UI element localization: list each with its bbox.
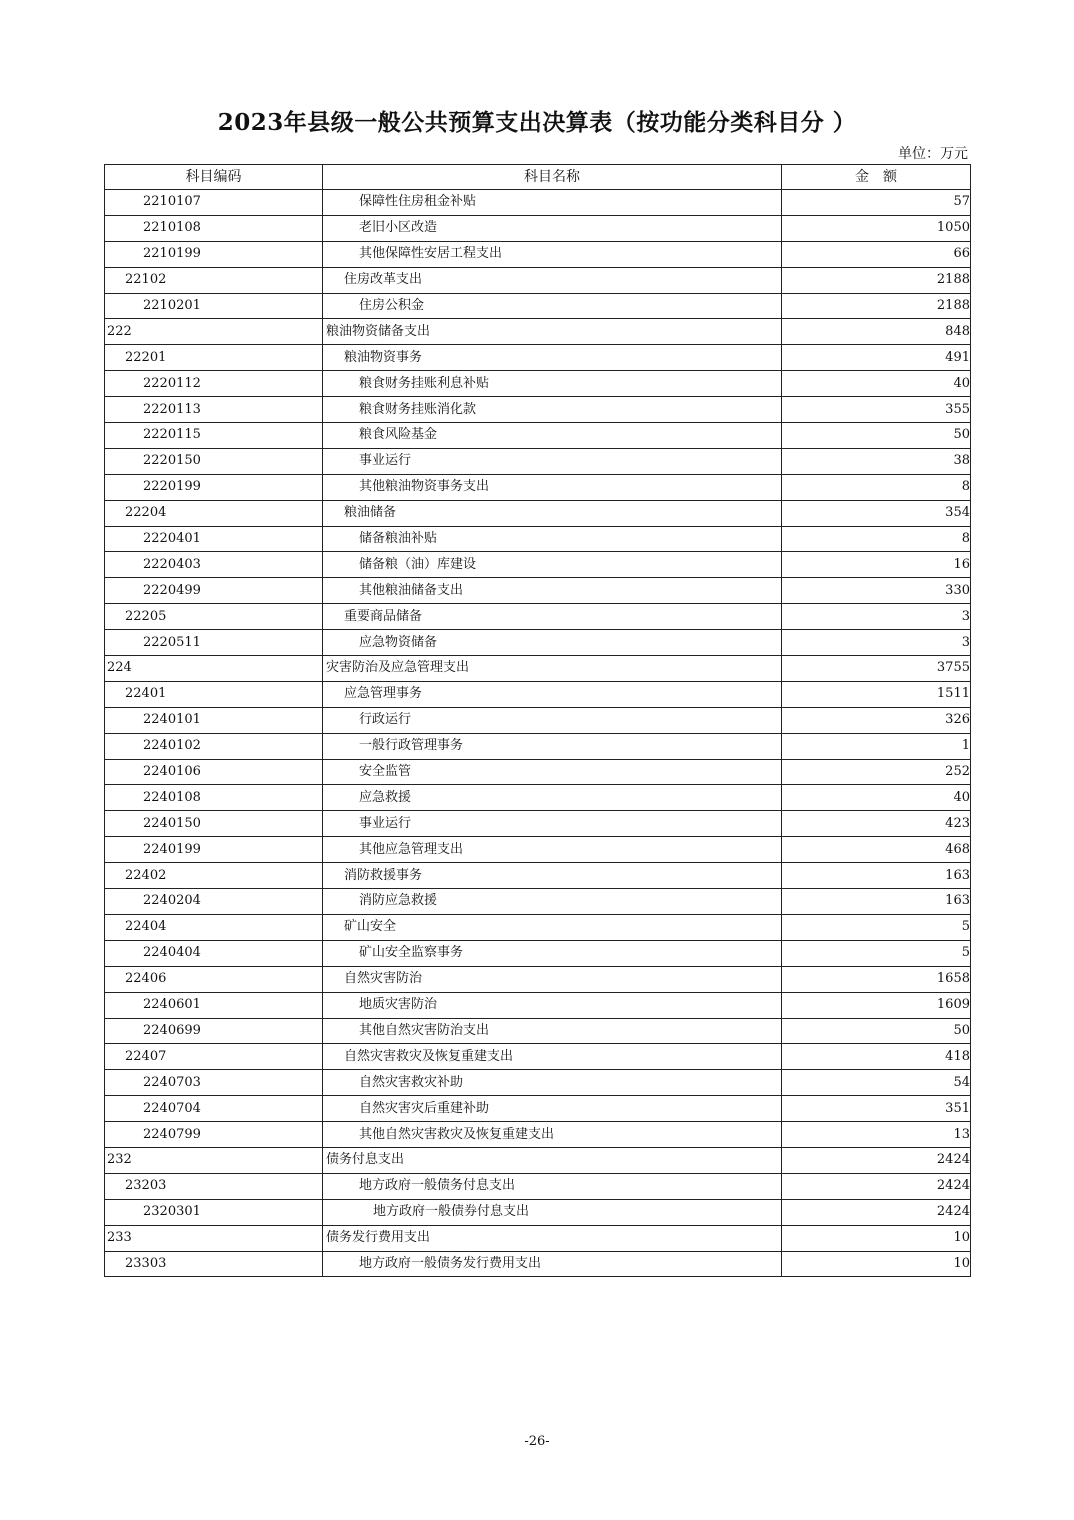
table-row <box>105 1173 971 1199</box>
table-row <box>105 733 971 759</box>
page-number: -26- <box>524 1434 550 1449</box>
page-title: 2023年县级一般公共预算支出决算表（按功能分类科目分 ） <box>217 109 857 136</box>
cell-amount: 468 <box>782 837 971 863</box>
table-row <box>105 1225 971 1251</box>
table-row <box>105 811 971 837</box>
table-row <box>105 423 971 449</box>
cell-name: 消防救援事务 <box>323 863 782 889</box>
cell-code: 2240601 <box>105 992 323 1018</box>
cell-amount: 252 <box>782 759 971 785</box>
header-amount: 金 额 <box>782 165 971 190</box>
cell-code: 2210199 <box>105 241 323 267</box>
table-row <box>105 630 971 656</box>
cell-code: 2240102 <box>105 733 323 759</box>
cell-amount: 5 <box>782 940 971 966</box>
header-name: 科目名称 <box>323 165 782 190</box>
cell-amount: 2188 <box>782 293 971 319</box>
cell-name: 事业运行 <box>323 448 782 474</box>
cell-code: 23303 <box>105 1251 323 1277</box>
cell-amount: 8 <box>782 474 971 500</box>
table-header-row <box>105 165 971 190</box>
cell-amount: 66 <box>782 241 971 267</box>
cell-code: 2210201 <box>105 293 323 319</box>
table-row <box>105 940 971 966</box>
cell-name: 一般行政管理事务 <box>323 733 782 759</box>
cell-name: 粮油物资储备支出 <box>323 319 782 345</box>
cell-code: 22407 <box>105 1044 323 1070</box>
table-row <box>105 1096 971 1122</box>
cell-amount: 354 <box>782 500 971 526</box>
cell-amount: 40 <box>782 371 971 397</box>
cell-code: 2220112 <box>105 371 323 397</box>
table-row <box>105 241 971 267</box>
cell-code: 2220511 <box>105 630 323 656</box>
cell-amount: 13 <box>782 1122 971 1148</box>
table-row <box>105 190 971 216</box>
cell-code: 2240703 <box>105 1070 323 1096</box>
table-row <box>105 863 971 889</box>
cell-name: 住房公积金 <box>323 293 782 319</box>
cell-amount: 163 <box>782 889 971 915</box>
cell-code: 22401 <box>105 681 323 707</box>
cell-code: 2220150 <box>105 448 323 474</box>
cell-code: 2240101 <box>105 707 323 733</box>
cell-name: 债务付息支出 <box>323 1147 782 1173</box>
cell-amount: 38 <box>782 448 971 474</box>
table-row <box>105 578 971 604</box>
table-row <box>105 448 971 474</box>
cell-code: 233 <box>105 1225 323 1251</box>
cell-code: 2220115 <box>105 423 323 449</box>
cell-name: 自然灾害防治 <box>323 966 782 992</box>
cell-code: 232 <box>105 1147 323 1173</box>
table-row <box>105 552 971 578</box>
table-row <box>105 1199 971 1225</box>
cell-name: 应急救援 <box>323 785 782 811</box>
cell-code: 22205 <box>105 604 323 630</box>
cell-name: 矿山安全监察事务 <box>323 940 782 966</box>
cell-code: 22204 <box>105 500 323 526</box>
table-row <box>105 604 971 630</box>
table-row <box>105 1122 971 1148</box>
cell-name: 住房改革支出 <box>323 267 782 293</box>
table-row <box>105 656 971 682</box>
cell-name: 粮油储备 <box>323 500 782 526</box>
table-row <box>105 526 971 552</box>
cell-code: 2220199 <box>105 474 323 500</box>
cell-code: 2220113 <box>105 397 323 423</box>
cell-name: 应急物资储备 <box>323 630 782 656</box>
cell-amount: 330 <box>782 578 971 604</box>
table-row <box>105 759 971 785</box>
cell-name: 粮食财务挂账消化款 <box>323 397 782 423</box>
cell-name: 其他粮油物资事务支出 <box>323 474 782 500</box>
cell-code: 224 <box>105 656 323 682</box>
cell-name: 保障性住房租金补贴 <box>323 190 782 216</box>
table-row <box>105 397 971 423</box>
table-row <box>105 707 971 733</box>
cell-code: 2240106 <box>105 759 323 785</box>
table-row <box>105 500 971 526</box>
table-row <box>105 1251 971 1277</box>
cell-amount: 54 <box>782 1070 971 1096</box>
cell-name: 粮食财务挂账利息补贴 <box>323 371 782 397</box>
cell-name: 自然灾害救灾补助 <box>323 1070 782 1096</box>
table-row <box>105 837 971 863</box>
cell-code: 22406 <box>105 966 323 992</box>
cell-amount: 3755 <box>782 656 971 682</box>
cell-amount: 163 <box>782 863 971 889</box>
cell-name: 其他自然灾害救灾及恢复重建支出 <box>323 1122 782 1148</box>
table-row <box>105 1018 971 1044</box>
cell-amount: 3 <box>782 630 971 656</box>
cell-amount: 5 <box>782 914 971 940</box>
cell-name: 重要商品储备 <box>323 604 782 630</box>
cell-amount: 16 <box>782 552 971 578</box>
cell-code: 2320301 <box>105 1199 323 1225</box>
cell-amount: 2424 <box>782 1147 971 1173</box>
cell-name: 老旧小区改造 <box>323 215 782 241</box>
unit-label: 单位：万元 <box>898 146 968 162</box>
table-row <box>105 371 971 397</box>
cell-code: 2240150 <box>105 811 323 837</box>
cell-name: 粮食风险基金 <box>323 423 782 449</box>
cell-amount: 351 <box>782 1096 971 1122</box>
cell-amount: 1050 <box>782 215 971 241</box>
cell-code: 2220401 <box>105 526 323 552</box>
table-row <box>105 785 971 811</box>
cell-name: 债务发行费用支出 <box>323 1225 782 1251</box>
cell-amount: 10 <box>782 1225 971 1251</box>
cell-amount: 57 <box>782 190 971 216</box>
cell-name: 应急管理事务 <box>323 681 782 707</box>
cell-name: 矿山安全 <box>323 914 782 940</box>
cell-code: 2240704 <box>105 1096 323 1122</box>
cell-code: 22201 <box>105 345 323 371</box>
cell-name: 自然灾害救灾及恢复重建支出 <box>323 1044 782 1070</box>
cell-amount: 10 <box>782 1251 971 1277</box>
cell-name: 安全监管 <box>323 759 782 785</box>
table-row <box>105 1044 971 1070</box>
cell-amount: 1658 <box>782 966 971 992</box>
cell-name: 地质灾害防治 <box>323 992 782 1018</box>
table-body <box>105 190 971 1277</box>
cell-name: 其他应急管理支出 <box>323 837 782 863</box>
cell-amount: 50 <box>782 423 971 449</box>
cell-amount: 1511 <box>782 681 971 707</box>
table-row <box>105 215 971 241</box>
budget-table <box>104 164 971 1277</box>
table-row <box>105 1147 971 1173</box>
cell-name: 粮油物资事务 <box>323 345 782 371</box>
cell-code: 2240404 <box>105 940 323 966</box>
header-code: 科目编码 <box>105 165 323 190</box>
cell-amount: 50 <box>782 1018 971 1044</box>
cell-amount: 2424 <box>782 1173 971 1199</box>
cell-code: 22102 <box>105 267 323 293</box>
cell-amount: 355 <box>782 397 971 423</box>
cell-code: 2220403 <box>105 552 323 578</box>
cell-name: 行政运行 <box>323 707 782 733</box>
cell-name: 其他自然灾害防治支出 <box>323 1018 782 1044</box>
cell-name: 其他保障性安居工程支出 <box>323 241 782 267</box>
cell-amount: 8 <box>782 526 971 552</box>
cell-code: 22402 <box>105 863 323 889</box>
cell-name: 自然灾害灾后重建补助 <box>323 1096 782 1122</box>
cell-code: 2240199 <box>105 837 323 863</box>
cell-code: 2240799 <box>105 1122 323 1148</box>
table-row <box>105 345 971 371</box>
cell-amount: 326 <box>782 707 971 733</box>
cell-code: 2210108 <box>105 215 323 241</box>
table-row <box>105 914 971 940</box>
cell-amount: 418 <box>782 1044 971 1070</box>
cell-name: 地方政府一般债券付息支出 <box>323 1199 782 1225</box>
cell-name: 地方政府一般债务发行费用支出 <box>323 1251 782 1277</box>
cell-name: 事业运行 <box>323 811 782 837</box>
cell-name: 地方政府一般债务付息支出 <box>323 1173 782 1199</box>
cell-code: 2240108 <box>105 785 323 811</box>
cell-amount: 3 <box>782 604 971 630</box>
cell-code: 2240204 <box>105 889 323 915</box>
table-row <box>105 293 971 319</box>
cell-name: 消防应急救援 <box>323 889 782 915</box>
cell-amount: 423 <box>782 811 971 837</box>
cell-code: 22404 <box>105 914 323 940</box>
table-row <box>105 681 971 707</box>
cell-amount: 1 <box>782 733 971 759</box>
cell-amount: 2188 <box>782 267 971 293</box>
cell-name: 其他粮油储备支出 <box>323 578 782 604</box>
cell-name: 灾害防治及应急管理支出 <box>323 656 782 682</box>
table-row <box>105 992 971 1018</box>
cell-code: 2210107 <box>105 190 323 216</box>
table-row <box>105 474 971 500</box>
cell-amount: 1609 <box>782 992 971 1018</box>
cell-code: 2240699 <box>105 1018 323 1044</box>
table-row <box>105 1070 971 1096</box>
cell-name: 储备粮（油）库建设 <box>323 552 782 578</box>
table-row <box>105 889 971 915</box>
cell-amount: 40 <box>782 785 971 811</box>
cell-code: 2220499 <box>105 578 323 604</box>
cell-name: 储备粮油补贴 <box>323 526 782 552</box>
table-row <box>105 966 971 992</box>
cell-code: 222 <box>105 319 323 345</box>
cell-amount: 848 <box>782 319 971 345</box>
cell-code: 23203 <box>105 1173 323 1199</box>
table-row <box>105 267 971 293</box>
cell-amount: 2424 <box>782 1199 971 1225</box>
cell-amount: 491 <box>782 345 971 371</box>
table-row <box>105 319 971 345</box>
